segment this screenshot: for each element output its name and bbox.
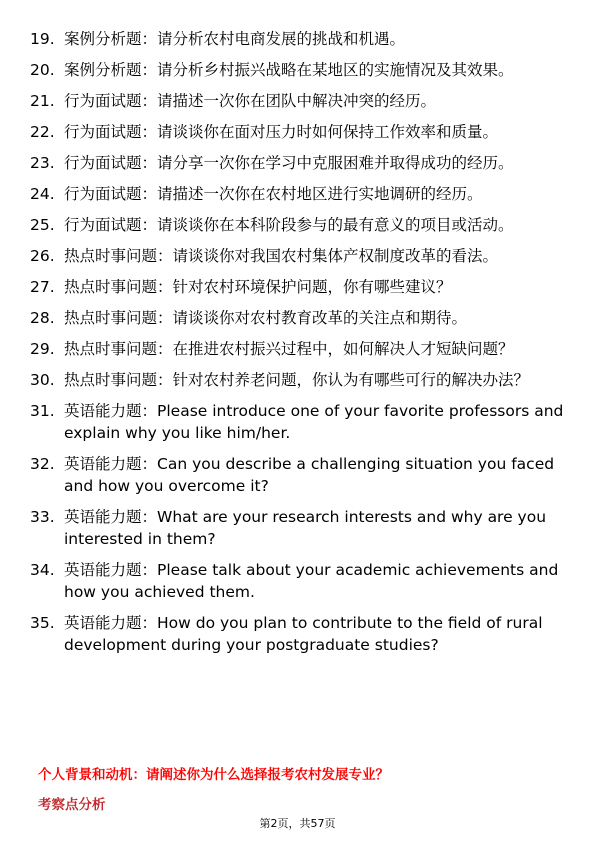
question-text: 行为面试题：请描述一次你在团队中解决冲突的经历。	[64, 92, 437, 110]
question-text: 英语能力题：How do you plan to contribute to the field of rural development during your postgraduate studies?	[64, 614, 543, 654]
question-text: 案例分析题：请分析农村电商发展的挑战和机遇。	[64, 30, 406, 48]
question-text: 英语能力题：Can you describe a challenging situation you faced and how you overcome it?	[64, 455, 555, 495]
question-text: 行为面试题：请分享一次你在学习中克服困难并取得成功的经历。	[64, 154, 514, 172]
question-number: 21.	[30, 92, 55, 110]
section-heading: 个人背景和动机：请阐述你为什么选择报考农村发展专业？	[38, 767, 389, 783]
question-text: 热点时事问题：请谈谈你对我国农村集体产权制度改革的看法。	[64, 247, 499, 265]
question-number: 19.	[30, 30, 55, 48]
question-text: 行为面试题：请谈谈你在本科阶段参与的最有意义的项目或活动。	[64, 216, 514, 234]
question-item	[30, 214, 565, 236]
subsection-heading: 考察点分析	[38, 797, 106, 813]
question-item	[30, 338, 565, 360]
question-number: 20.	[30, 61, 55, 79]
question-item	[30, 453, 565, 497]
question-item	[30, 28, 565, 50]
question-number: 27.	[30, 278, 55, 296]
question-item	[30, 612, 565, 656]
question-list	[30, 28, 565, 665]
question-number: 23.	[30, 154, 55, 172]
question-item	[30, 90, 565, 112]
question-item	[30, 506, 565, 550]
question-text: 英语能力题：Please introduce one of your favorite professors and explain why you like him/her.	[64, 402, 564, 442]
question-item	[30, 400, 565, 444]
question-item	[30, 245, 565, 267]
question-number: 28.	[30, 309, 55, 327]
question-number: 32.	[30, 455, 55, 473]
question-text: 热点时事问题：请谈谈你对农村教育改革的关注点和期待。	[64, 309, 468, 327]
question-text: 行为面试题：请描述一次你在农村地区进行实地调研的经历。	[64, 185, 483, 203]
page-number-footer: 第2页，共57页	[259, 817, 336, 830]
question-item	[30, 121, 565, 143]
question-number: 30.	[30, 371, 55, 389]
question-text: 案例分析题：请分析乡村振兴战略在某地区的实施情况及其效果。	[64, 61, 514, 79]
question-number: 26.	[30, 247, 55, 265]
question-item	[30, 276, 565, 298]
question-item	[30, 559, 565, 603]
question-item	[30, 369, 565, 391]
question-number: 31.	[30, 402, 55, 420]
question-item	[30, 183, 565, 205]
question-text: 热点时事问题：针对农村养老问题，你认为有哪些可行的解决办法？	[64, 371, 530, 389]
question-number: 35.	[30, 614, 55, 632]
question-text: 热点时事问题：在推进农村振兴过程中，如何解决人才短缺问题？	[64, 340, 514, 358]
question-number: 33.	[30, 508, 55, 526]
question-number: 25.	[30, 216, 55, 234]
question-number: 24.	[30, 185, 55, 203]
question-item	[30, 59, 565, 81]
question-text: 英语能力题：Please talk about your academic achievements and how you achieved them.	[64, 561, 559, 601]
question-text: 英语能力题：What are your research interests and why are you interested in them?	[64, 508, 547, 548]
question-text: 行为面试题：请谈谈你在面对压力时如何保持工作效率和质量。	[64, 123, 499, 141]
question-item	[30, 152, 565, 174]
question-number: 34.	[30, 561, 55, 579]
question-text: 热点时事问题：针对农村环境保护问题，你有哪些建议？	[64, 278, 452, 296]
question-number: 22.	[30, 123, 55, 141]
question-item	[30, 307, 565, 329]
question-number: 29.	[30, 340, 55, 358]
